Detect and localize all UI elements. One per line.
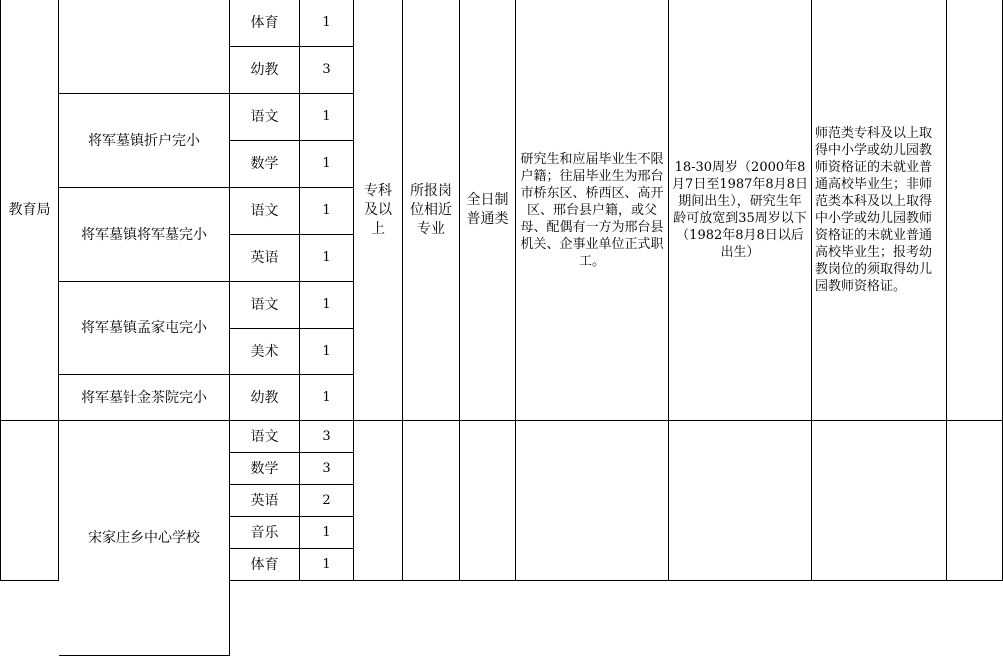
count-cell [300,188,354,235]
school-cell [59,375,230,421]
study-mode-text: 全日制普通类 [466,192,509,227]
subject-label: 体育 [250,556,279,573]
count-cell [300,375,354,421]
subject-label: 语文 [250,428,279,445]
dept-cell-empty [0,421,59,581]
subject-label: 幼教 [250,62,279,78]
count-value: 1 [322,109,331,124]
subject-cell [230,188,300,235]
age-cell-empty [669,421,812,581]
subject-cell [230,47,300,94]
subject-label: 英语 [250,250,279,266]
count-value: 1 [322,156,331,171]
subject-cell [230,517,300,549]
count-value: 1 [322,297,331,312]
count-cell [300,453,354,485]
count-cell [300,235,354,282]
household-cell-empty [516,421,669,581]
count-value: 1 [322,250,331,265]
education-cell-empty [354,421,403,581]
subject-label: 语文 [250,297,279,313]
school-cell [59,94,230,188]
subject-cell [230,141,300,188]
other-req-text: 师范类专科及以上取得中小学或幼儿园教师资格证的未就业普通高校毕业生；非师范类本科及以上取得中小学或幼儿园教师资格证的未就业普通高校毕业生；报考幼教岗位的须取得幼儿园教师资格证。 [815,126,933,294]
remark-cell [947,0,1003,421]
school-name: 将军墓镇将军墓完小 [81,226,207,243]
subject-label: 语文 [250,203,279,219]
count-cell [300,94,354,141]
count-value: 1 [322,389,331,405]
education-text: 专科及以上 [364,182,392,237]
major-cell-empty [403,421,460,581]
subject-cell [230,549,300,581]
school-cell [59,188,230,282]
school-name: 将军墓针金茶院完小 [81,389,207,406]
subject-cell [230,282,300,329]
subject-label: 英语 [250,492,279,509]
subject-cell [230,453,300,485]
count-cell [300,282,354,329]
subject-label: 体育 [250,15,279,31]
subject-cell [230,0,300,47]
subject-label: 音乐 [250,524,279,541]
subject-cell [230,485,300,517]
dept-label: 教育局 [8,202,51,218]
school-cell [59,0,230,94]
count-value: 3 [322,460,331,476]
study-mode-cell-empty [460,421,516,581]
other-req-cell [812,0,947,421]
study-mode-cell [460,0,516,421]
count-cell [300,517,354,549]
remark-cell-empty [947,421,1003,581]
school-cell [59,421,230,656]
subject-cell [230,375,300,421]
subject-cell [230,329,300,375]
other-req-cell-empty [812,421,947,581]
count-value: 1 [322,15,331,30]
school-name: 将军墓镇孟家屯完小 [81,320,207,336]
age-cell [669,0,812,421]
count-cell [300,421,354,453]
count-cell [300,329,354,375]
count-value: 1 [322,203,331,218]
subject-label: 美术 [250,343,279,360]
count-value: 1 [322,343,331,359]
school-name: 将军墓镇折户完小 [88,132,200,149]
major-cell [403,0,460,421]
dept-cell [0,0,59,421]
count-cell [300,485,354,517]
count-cell [300,141,354,188]
subject-cell [230,235,300,282]
age-text: 18-30周岁（2000年8月7日至1987年8月8日期间出生），研究生年龄可放宽到35周岁以下（1982年8月8日以后出生） [672,160,808,260]
count-cell [300,549,354,581]
subject-cell [230,94,300,141]
count-cell [300,47,354,94]
count-value: 2 [322,492,331,508]
household-cell [516,0,669,421]
count-cell [300,0,354,47]
education-cell [354,0,403,421]
subject-label: 语文 [250,109,279,125]
count-value: 1 [322,524,331,540]
major-text: 所报岗位相近专业 [410,182,452,237]
household-text: 研究生和应届毕业生不限户籍；往届毕业生为邢台市桥东区、桥西区、高开区、邢台县户籍，或父母、配偶有一方为邢台县机关、企事业单位正式职工。 [520,151,664,269]
school-name: 宋家庄乡中心学校 [88,530,200,546]
subject-label: 数学 [250,156,279,172]
count-value: 3 [322,428,331,444]
subject-cell [230,421,300,453]
subject-label: 幼教 [250,389,279,406]
count-value: 3 [322,62,331,77]
subject-label: 数学 [250,460,279,477]
school-cell [59,282,230,375]
count-value: 1 [322,556,331,572]
